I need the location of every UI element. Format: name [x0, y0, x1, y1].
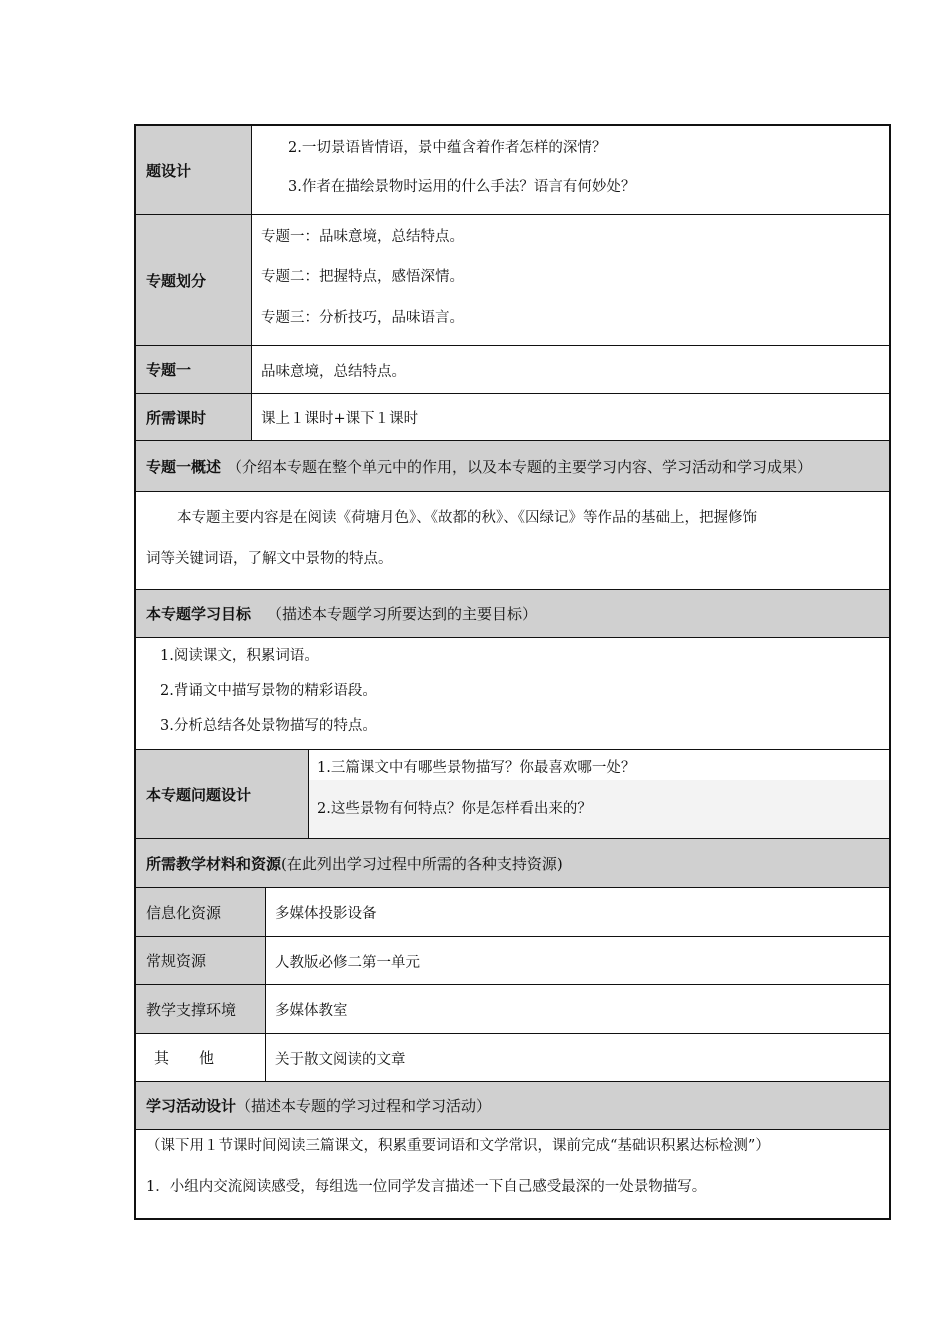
row-question-design — [136, 126, 889, 215]
material-value-cell — [266, 1034, 889, 1081]
section-materials-header — [136, 839, 889, 888]
section-header-bar — [136, 441, 889, 491]
section-overview-header — [136, 441, 889, 492]
row-content — [252, 346, 889, 393]
section-title: 学习活动设计 — [146, 1097, 237, 1115]
goal-item-3: 3.分析总结各处景物描写的特点。 — [160, 718, 377, 734]
design-line-2: 2.一切景语皆情语，景中蕴含着作者怎样的深情？ — [288, 140, 607, 156]
row-label: 题设计 — [136, 126, 252, 214]
material-value-cell — [266, 937, 889, 984]
question-item-1: 1.三篇课文中有哪些景物描写？你最喜欢哪一处？ — [317, 760, 636, 776]
material-label: 教学支撑环境 — [136, 985, 266, 1033]
section-description: （描述本专题学习所要达到的主要目标） — [267, 605, 538, 623]
row-content — [252, 126, 889, 214]
row-label: 本专题问题设计 — [136, 750, 309, 838]
material-row — [136, 888, 889, 937]
material-row — [136, 1034, 889, 1082]
material-label: 常规资源 — [136, 937, 266, 984]
section-description: (在此列出学习过程中所需的各种支持资源) — [281, 854, 563, 873]
row-content — [309, 750, 889, 838]
question-item-2: 2.这些景物有何特点？你是怎样看出来的？ — [317, 801, 592, 817]
division-line-1: 专题一：品味意境，总结特点。 — [261, 229, 464, 245]
row-topic-one — [136, 346, 889, 394]
section-title: 本专题学习目标 — [146, 605, 252, 623]
section-activity-header — [136, 1082, 889, 1130]
activity-line-2: 1．小组内交流阅读感受，每组选一位同学发言描述一下自己感受最深的一处景物描写。 — [146, 1179, 707, 1195]
material-label: 信息化资源 — [136, 888, 266, 936]
hours-value: 课上１课时+课下１课时 — [261, 411, 419, 427]
material-value-cell — [266, 985, 889, 1033]
section-title: 专题一概述 — [146, 457, 222, 476]
activity-line-1: （课下用１节课时间阅读三篇课文，积累重要词语和文学常识，课前完成“基础识积累达标检测”） — [146, 1138, 770, 1154]
division-line-2: 专题二：把握特点，感悟深情。 — [261, 269, 464, 285]
material-value: 人教版必修二第一单元 — [275, 955, 420, 971]
row-label: 专题划分 — [136, 215, 252, 345]
section-activity-body — [136, 1130, 889, 1218]
design-line-3: 3.作者在描绘景物时运用的什么手法？语言有何妙处？ — [288, 179, 636, 195]
section-goals-body — [136, 638, 889, 750]
row-content — [252, 215, 889, 345]
section-goals-header — [136, 590, 889, 638]
goal-item-1: 1.阅读课文，积累词语。 — [160, 648, 319, 664]
overview-line-2: 词等关键词语，了解文中景物的特点。 — [146, 551, 393, 567]
row-label: 所需课时 — [136, 394, 252, 440]
section-description: （介绍本专题在整个单元中的作用，以及本专题的主要学习内容、学习活动和学习成果） — [227, 457, 813, 476]
material-value: 多媒体教室 — [275, 1003, 348, 1019]
row-required-hours — [136, 394, 889, 441]
row-label: 专题一 — [136, 346, 252, 393]
section-header-bar — [136, 590, 889, 637]
material-label: 其 他 — [136, 1034, 266, 1081]
topic-one-value: 品味意境，总结特点。 — [261, 364, 406, 380]
division-line-3: 专题三：分析技巧，品味语言。 — [261, 310, 464, 326]
lesson-plan-table — [134, 124, 891, 1220]
overview-line-1: 本专题主要内容是在阅读《荷塘月色》、《故都的秋》、《囚绿记》等作品的基础上，把握修饰 — [177, 510, 757, 526]
row-topic-division — [136, 215, 889, 346]
section-description: （描述本专题的学习过程和学习活动） — [236, 1097, 492, 1115]
material-value-cell — [266, 888, 889, 936]
section-overview-body — [136, 492, 889, 590]
material-row — [136, 937, 889, 985]
goal-item-2: 2.背诵文中描写景物的精彩语段。 — [160, 683, 377, 699]
section-title: 所需教学材料和资源 — [146, 854, 282, 873]
row-content — [252, 394, 889, 440]
row-question-design-topic — [136, 750, 889, 839]
section-header-bar — [136, 1082, 889, 1129]
material-value: 多媒体投影设备 — [275, 906, 377, 922]
section-header-bar — [136, 839, 889, 887]
material-value: 关于散文阅读的文章 — [275, 1052, 406, 1068]
material-row — [136, 985, 889, 1034]
